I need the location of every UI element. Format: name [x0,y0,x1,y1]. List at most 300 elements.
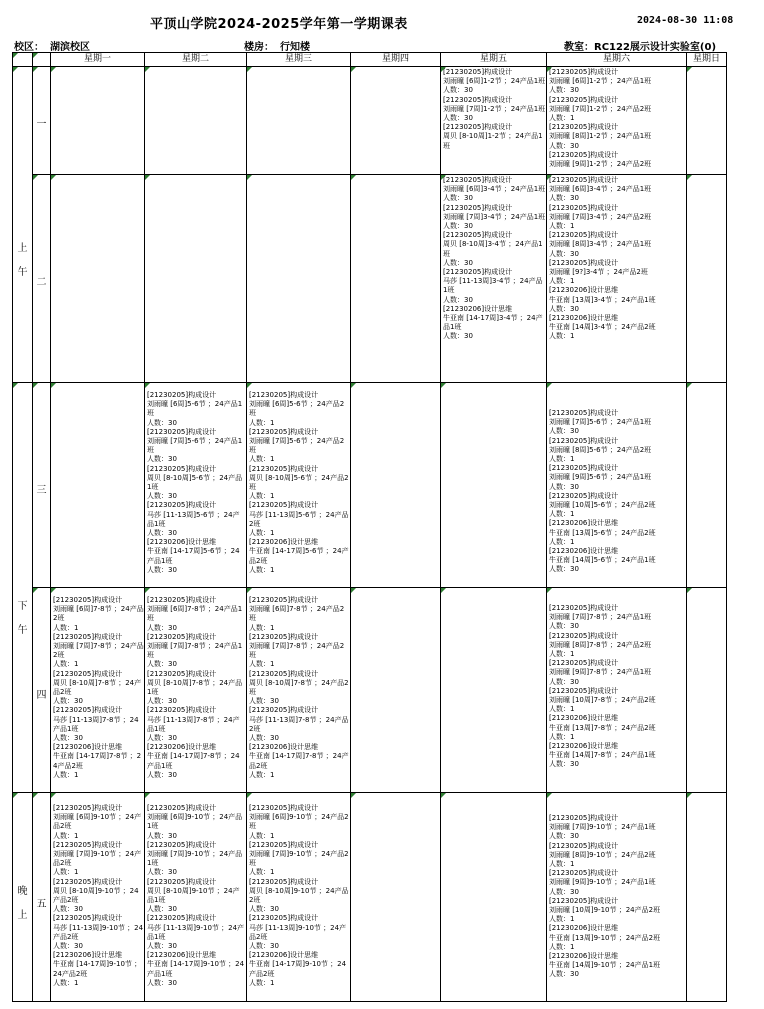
course-line: 牛亚南 [14-17周]7-8节 ；24产品2班 [53,752,142,770]
course-block [443,68,546,151]
course-line: 人数：30 [549,970,579,979]
course-line: 人数：30 [249,697,279,706]
course-line: 周贝 [8-10周]7-8节 ；24产品2班 [249,678,349,697]
cell-tue-p1 [145,67,247,175]
course-line: 人数：30 [147,831,177,840]
course-line: [21230205]构成设计 [549,176,619,184]
course-line: 马莎 [11-13周]5-6节 ；24产品1班 [147,510,240,528]
cell-mon-p1 [51,67,145,175]
course-line: 人数：1 [53,831,79,840]
course-line: 人数：30 [549,622,579,631]
course-line: [21230205]构成设计 [249,427,319,436]
session-morning-char-1: 上 [17,243,28,254]
course-line: [21230206]设计思维 [549,547,619,556]
course-line: 刘雨曈 [7周]7-8节 ；24产品2班 [53,642,144,660]
cell-thu-p2 [351,175,441,383]
course-line: [21230205]构成设计 [147,464,217,473]
course-line: 人数：30 [53,942,83,951]
session-morning [13,67,33,383]
cell-wed-p3 [247,383,351,588]
room-info [564,38,716,53]
cell-sun-p1 [687,67,727,175]
building-info [244,38,310,53]
course-line: 马莎 [11-13周]9-10节 ；24产品2班 [249,923,347,941]
period-label-2: 二 [33,175,51,383]
course-line: 人数：30 [443,194,473,203]
course-line: 人数：1 [249,455,275,464]
cell-tue-p5 [145,793,247,1002]
course-line: 刘雨曈 [8周]5-6节 ；24产品2班 [549,445,652,454]
course-line: [21230205]构成设计 [549,491,619,500]
course-line: 人数：30 [147,455,177,464]
period-label-3: 三 [33,383,51,588]
course-block [549,814,686,980]
course-line: 刘雨曈 [9周]7-8节 ；24产品1班 [549,668,652,677]
course-line: 牛亚南 [14周]9-10节 ；24产品1班 [549,961,661,970]
course-line: 刘雨曈 [7周]9-10节 ；24产品1班 [549,823,656,832]
course-line: [21230205]构成设计 [549,436,619,445]
course-line: 刘雨曈 [6周]9-10节 ；24产品2班 [249,813,349,831]
course-line: 刘雨曈 [7周]1-2节 ；24产品1班 [443,104,546,113]
course-line: 人数：1 [549,860,575,869]
course-line: 人数：30 [249,905,279,914]
cell-sat-p3 [547,383,687,588]
course-line: 人数：30 [443,222,473,231]
period-row-5 [13,793,727,1002]
course-line: 人数：1 [53,623,79,632]
course-line: [21230206]设计思维 [549,286,619,295]
day-header-row [13,53,727,67]
course-line: [21230206]设计思维 [53,743,123,752]
course-line: 人数：1 [549,942,575,951]
course-line: 人数：30 [549,677,579,686]
course-line: [21230206]设计思维 [549,519,619,528]
course-line: [21230205]构成设计 [249,877,319,886]
course-line: 人数：1 [53,660,79,669]
course-line: 刘雨曈 [9周]5-6节 ；24产品1班 [549,473,652,482]
course-line: [21230205]构成设计 [147,840,217,849]
course-block [549,68,686,169]
course-line: 刘雨曈 [7周]7-8节 ；24产品2班 [249,642,345,660]
course-line: 人数：30 [53,905,83,914]
day-header-fri: 星期五 [441,53,547,67]
course-line: [21230205]构成设计 [53,840,123,849]
page-title: 平顶山学院2024-2025学年第一学期课表 [150,17,408,32]
course-line: 人数：30 [147,942,177,951]
course-line: 人数：30 [147,418,177,427]
course-line: [21230206]设计思维 [147,743,217,752]
day-header-mon: 星期一 [51,53,145,67]
course-line: 人数：1 [549,732,575,741]
course-line: 人数：30 [249,734,279,743]
course-line: 刘雨曈 [10周]9-10节 ；24产品2班 [549,906,661,915]
course-line: 马莎 [11-13周]7-8节 ；24产品2班 [249,715,349,733]
course-line: 马莎 [11-13周]9-10节 ；24产品2班 [53,923,144,941]
course-line: 人数：30 [443,114,473,123]
course-line: 刘雨曈 [7周]3-4节 ；24产品1班 [443,212,546,221]
course-block [147,391,246,575]
course-line: [21230205]构成设计 [147,427,217,436]
course-line: [21230205]构成设计 [53,804,123,812]
campus-info [14,38,90,53]
cell-mon-p2 [51,175,145,383]
course-line: 周贝 [8-10周]5-6节 ；24产品1班 [147,473,243,492]
session-evening-char-2: 上 [17,910,28,921]
course-line: 刘雨曈 [6周]1-2节 ；24产品1班 [549,77,652,86]
course-line: 人数：1 [249,868,275,877]
course-line: 人数：1 [549,705,575,714]
course-line: 人数：1 [549,915,575,924]
course-line: 人数：30 [549,141,579,150]
course-line: [21230206]设计思维 [53,951,123,960]
period-row-2 [13,175,727,383]
course-line: [21230205]构成设计 [53,669,123,678]
course-line: 刘雨曈 [10周]7-8节 ；24产品2班 [549,696,656,705]
course-block [249,804,350,988]
cell-sun-p5 [687,793,727,1002]
course-line: 刘雨曈 [6周]9-10节 ；24产品1班 [147,813,243,831]
course-line: [21230205]构成设计 [249,706,319,715]
course-line: 刘雨曈 [9周]1-2节 ；24产品2班 [549,160,652,169]
course-line: [21230206]设计思维 [249,538,319,547]
course-block [443,176,546,342]
course-line: 刘雨曈 [7周]5-6节 ；24产品1班 [147,437,243,455]
course-line: [21230205]构成设计 [443,95,513,104]
course-line: 人数：1 [549,455,575,464]
course-line: 人数：30 [443,295,473,304]
room-label: 教室： [564,42,594,53]
course-line: 人数：30 [549,565,579,574]
course-line: [21230205]构成设计 [443,203,513,212]
print-timestamp: 2024-08-30 11:08 [637,15,734,26]
course-block [549,409,686,575]
course-line: 刘雨曈 [9?]3-4节 ；24产品2班 [549,268,648,277]
course-line: 刘雨曈 [6周]7-8节 ；24产品2班 [249,605,345,623]
cell-sun-p4 [687,588,727,793]
course-line: [21230205]构成设计 [549,686,619,695]
cell-sat-p5 [547,793,687,1002]
course-line: 人数：30 [147,660,177,669]
course-line: 牛亚南 [13周]7-8节 ；24产品2班 [549,723,656,732]
cell-wed-p1 [247,67,351,175]
course-line: 人数：30 [147,623,177,632]
course-line: 马莎 [11-13周]3-4节 ；24产品1班 [443,277,543,295]
period-row-4 [13,588,727,793]
course-line: 马莎 [11-13周]9-10节 ；24产品1班 [147,923,245,941]
course-line: 人数：30 [549,304,579,313]
cell-thu-p1 [351,67,441,175]
course-line: 刘雨曈 [9周]9-10节 ；24产品1班 [549,878,656,887]
day-header-tue: 星期二 [145,53,247,67]
header-corner-2 [33,53,51,67]
period-label-4: 四 [33,588,51,793]
course-line: 人数：30 [549,482,579,491]
building-value: 行知楼 [280,42,310,53]
course-line: [21230206]设计思维 [549,924,619,933]
course-line: 刘雨曈 [6周]7-8节 ；24产品2班 [53,605,144,623]
course-line: 刘雨曈 [7周]9-10节 ；24产品1班 [147,850,243,868]
course-line: 刘雨曈 [6周]9-10节 ；24产品2班 [53,813,142,831]
cell-sat-p1 [547,67,687,175]
course-line: 刘雨曈 [8周]7-8节 ；24产品2班 [549,640,652,649]
course-line: 人数：30 [53,697,83,706]
course-line: 人数：30 [53,734,83,743]
course-line: [21230205]构成设计 [147,669,217,678]
course-line: 牛亚南 [13周]3-4节 ；24产品1班 [549,295,656,304]
course-line: 人数：30 [549,832,579,841]
course-line: 周贝 [8-10周]9-10节 ；24产品2班 [249,886,349,905]
cell-mon-p5 [51,793,145,1002]
course-line: [21230205]构成设计 [147,391,217,399]
course-line: 周贝 [8-10周]9-10节 ；24产品2班 [53,886,139,905]
course-line: [21230205]构成设计 [147,914,217,923]
course-line: [21230205]构成设计 [549,150,619,159]
course-line: 人数：1 [249,770,275,779]
course-line: 周贝 [8-10周]9-10节 ；24产品1班 [147,886,240,905]
header-corner [13,53,33,67]
course-line: 刘雨曈 [7周]7-8节 ；24产品1班 [147,642,243,660]
course-line: [21230206]设计思维 [549,952,619,961]
course-line: 牛亚南 [14-17周]9-10节 ；24产品2班 [53,960,142,978]
course-line: 人数：30 [549,86,579,95]
course-line: 人数：1 [53,770,79,779]
course-line: [21230205]构成设计 [549,123,619,132]
course-line: 刘雨曈 [7周]5-6节 ；24产品1班 [549,418,652,427]
course-block [53,596,144,780]
course-line: [21230206]设计思维 [147,538,217,547]
course-line: [21230205]构成设计 [549,896,619,905]
course-line: [21230205]构成设计 [249,391,319,399]
course-line: 刘雨曈 [8周]1-2节 ；24产品1班 [549,132,652,141]
course-line: 人数：30 [549,760,579,769]
course-line: 刘雨曈 [7周]1-2节 ；24产品2班 [549,104,652,113]
course-line: 马莎 [11-13周]7-8节 ；24产品1班 [147,715,240,733]
course-block [147,596,246,780]
course-line: [21230205]构成设计 [249,914,319,923]
course-line: [21230205]构成设计 [53,914,123,923]
period-label-1: 一 [33,67,51,175]
course-line: [21230205]构成设计 [147,804,217,812]
course-line: 人数：1 [549,650,575,659]
course-line: [21230206]设计思维 [549,742,619,751]
course-block [549,604,686,770]
course-block [249,391,350,575]
course-line: [21230205]构成设计 [549,203,619,212]
course-line: [21230205]构成设计 [443,176,513,184]
course-line: 牛亚南 [14-17周]5-6节 ；24产品2班 [249,547,349,565]
campus-value: 湖滨校区 [50,42,90,53]
session-morning-char-2: 午 [17,267,28,278]
course-line: 人数：1 [549,114,575,123]
course-line: [21230205]构成设计 [549,814,619,822]
timetable-grid [12,52,727,1002]
cell-wed-p4 [247,588,351,793]
course-line: 马莎 [11-13周]7-8节 ；24产品1班 [53,715,139,733]
course-line: 人数：1 [549,277,575,286]
course-line: [21230206]设计思维 [249,743,319,752]
course-line: 牛亚南 [13周]5-6节 ；24产品2班 [549,528,656,537]
course-block [249,596,350,780]
course-line: [21230205]构成设计 [549,841,619,850]
course-line: [21230205]构成设计 [443,68,513,76]
course-line: 人数：1 [249,831,275,840]
cell-sun-p3 [687,383,727,588]
course-line: [21230205]构成设计 [53,877,123,886]
course-line: 刘雨曈 [6周]3-4节 ；24产品1班 [443,185,546,194]
course-block [549,176,686,342]
course-line: [21230206]设计思维 [549,314,619,323]
session-afternoon [13,383,33,793]
course-line: [21230205]构成设计 [147,877,217,886]
cell-wed-p5 [247,793,351,1002]
course-line: [21230205]构成设计 [549,659,619,668]
course-line: [21230205]构成设计 [53,632,123,641]
course-line: [21230205]构成设计 [549,68,619,76]
course-line: 周贝 [8-10周]3-4节 ；24产品1班 [443,240,543,258]
course-line: [21230206]设计思维 [549,714,619,723]
course-line: 人数：30 [549,249,579,258]
period-row-1 [13,67,727,175]
course-line: 人数：30 [443,258,473,267]
course-line: 牛亚南 [14-17周]9-10节 ；24产品1班 [147,960,245,978]
course-line: 牛亚南 [13周]9-10节 ；24产品2班 [549,933,661,942]
course-line: 刘雨曈 [7周]9-10节 ；24产品2班 [249,850,349,868]
course-line: [21230205]构成设计 [147,596,217,604]
course-line: 刘雨曈 [8周]3-4节 ；24产品1班 [549,240,652,249]
period-label-5: 五 [33,793,51,1002]
course-line: 刘雨曈 [8周]9-10节 ；24产品2班 [549,850,656,859]
course-line: 人数：1 [549,510,575,519]
course-line: 人数：1 [249,565,275,574]
course-line: [21230205]构成设计 [443,268,513,277]
campus-label: 校区： [14,42,44,53]
cell-mon-p4 [51,588,145,793]
cell-thu-p3 [351,383,441,588]
course-line: [21230205]构成设计 [549,95,619,104]
course-line: [21230205]构成设计 [249,596,319,604]
course-line: 人数：30 [147,978,177,987]
course-line: 牛亚南 [14-17周]7-8节 ；24产品1班 [147,752,240,770]
cell-wed-p2 [247,175,351,383]
course-line: 人数：30 [147,770,177,779]
course-line: 人数：30 [147,529,177,538]
course-line: [21230205]构成设计 [443,123,513,132]
cell-tue-p2 [145,175,247,383]
period-row-3 [13,383,727,588]
course-line: 刘雨曈 [6周]5-6节 ；24产品1班 [147,400,243,418]
course-line: 牛亚南 [14周]3-4节 ；24产品2班 [549,323,656,332]
day-header-sat: 星期六 [547,53,687,67]
course-line: 周贝 [8-10周]7-8节 ；24产品1班 [147,678,243,697]
course-line: 牛亚南 [14周]5-6节 ；24产品1班 [549,556,656,565]
course-line: [21230205]构成设计 [53,706,123,715]
session-evening [13,793,33,1002]
course-line: 刘雨曈 [6周]5-6节 ；24产品2班 [249,400,345,418]
course-line: 人数：30 [147,734,177,743]
course-line: [21230205]构成设计 [549,258,619,267]
session-evening-char-1: 晚 [17,886,28,897]
course-line: 人数：1 [53,868,79,877]
cell-mon-p3 [51,383,145,588]
cell-sat-p2 [547,175,687,383]
course-line: 刘雨曈 [6周]7-8节 ；24产品1班 [147,605,243,623]
cell-tue-p3 [145,383,247,588]
course-line: 刘雨曈 [6周]3-4节 ；24产品1班 [549,185,652,194]
course-line: 人数：1 [549,222,575,231]
course-line: [21230205]构成设计 [549,604,619,612]
course-line: 人数：30 [549,194,579,203]
course-line: 人数：30 [147,697,177,706]
cell-thu-p4 [351,588,441,793]
cell-fri-p5 [441,793,547,1002]
course-line: [21230205]构成设计 [147,632,217,641]
course-line: 人数：1 [549,537,575,546]
course-line: 人数：1 [249,492,275,501]
course-line: [21230205]构成设计 [549,631,619,640]
cell-fri-p1 [441,67,547,175]
course-line: 周贝 [8-10周]7-8节 ；24产品2班 [53,678,142,697]
session-afternoon-char-1: 下 [17,601,28,612]
course-line: [21230205]构成设计 [147,706,217,715]
course-line: 牛亚南 [14-17周]9-10节 ；24产品2班 [249,960,347,978]
course-line: [21230205]构成设计 [249,669,319,678]
session-afternoon-char-2: 午 [17,625,28,636]
course-line: 人数：1 [249,978,275,987]
course-line: 人数：30 [147,565,177,574]
course-line: 人数：30 [443,332,473,341]
cell-fri-p3 [441,383,547,588]
course-line: 牛亚南 [14-17周]7-8节 ；24产品2班 [249,752,349,770]
course-line: [21230205]构成设计 [549,231,619,240]
day-header-sun: 星期日 [687,53,727,67]
course-line: 人数：1 [249,660,275,669]
cell-tue-p4 [145,588,247,793]
course-line: 刘雨曈 [6周]1-2节 ；24产品1班 [443,77,546,86]
course-line: 人数：30 [147,492,177,501]
cell-fri-p2 [441,175,547,383]
course-line: 人数：1 [53,978,79,987]
course-line: 周贝 [8-10周]5-6节 ；24产品2班 [249,473,349,492]
day-header-thu: 星期四 [351,53,441,67]
room-value: RC122展示设计实验室(0) [594,42,717,53]
course-line: 人数：30 [549,887,579,896]
course-line: [21230206]设计思维 [443,304,513,313]
course-line: 人数：30 [443,86,473,95]
course-line: 人数：30 [549,427,579,436]
course-line: 人数：30 [147,868,177,877]
course-line: 马莎 [11-13周]5-6节 ；24产品2班 [249,510,349,528]
cell-sat-p4 [547,588,687,793]
building-label: 楼房： [244,42,274,53]
course-line: [21230205]构成设计 [53,596,123,604]
course-line: 人数：30 [249,942,279,951]
cell-thu-p5 [351,793,441,1002]
course-line: [21230205]构成设计 [249,501,319,510]
course-block [147,804,246,988]
course-line: 刘雨曈 [7周]5-6节 ；24产品2班 [249,437,345,455]
cell-fri-p4 [441,588,547,793]
course-line: 周贝 [8-10周]1-2节 ；24产品1班 [443,132,543,150]
course-line: [21230205]构成设计 [443,231,513,240]
cell-sun-p2 [687,175,727,383]
course-line: 牛亚南 [14-17周]3-4节 ；24产品1班 [443,314,543,332]
course-line: 刘雨曈 [10周]5-6节 ；24产品2班 [549,501,656,510]
course-line: [21230205]构成设计 [249,632,319,641]
course-line: [21230206]设计思维 [249,951,319,960]
course-line: [21230205]构成设计 [249,464,319,473]
course-line: [21230205]构成设计 [249,840,319,849]
course-line: 刘雨曈 [7周]3-4节 ；24产品2班 [549,212,652,221]
